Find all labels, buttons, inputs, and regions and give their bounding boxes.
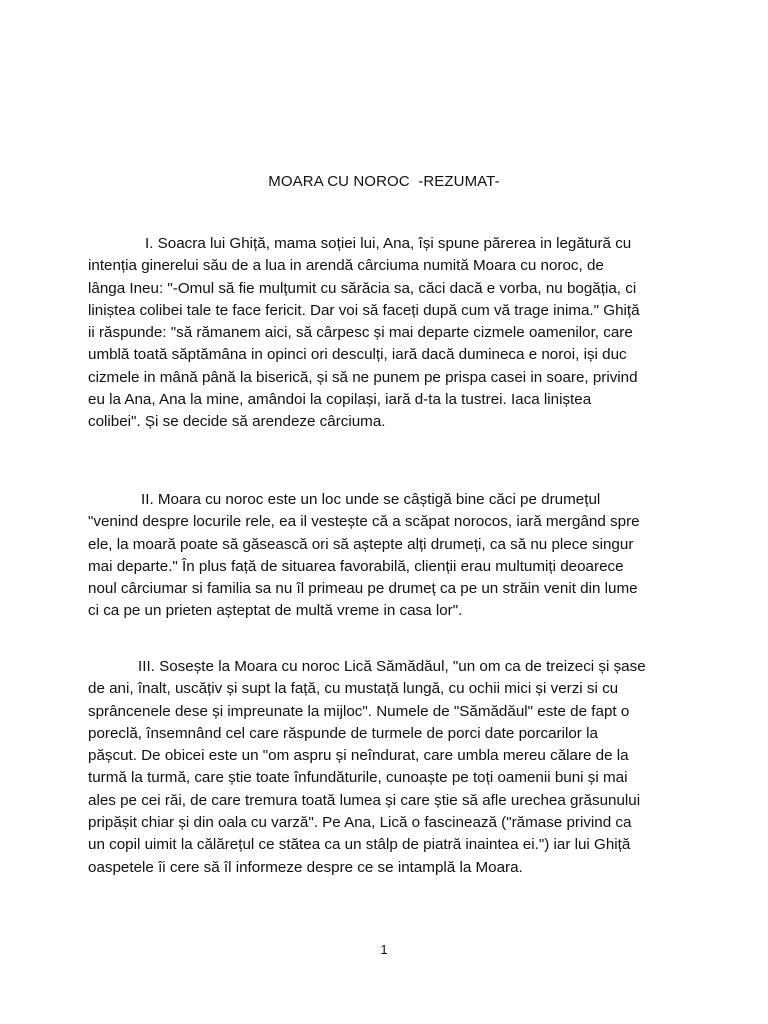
paragraph-line: mai departe." În plus față de situarea favorabilă, clienții erau multumiți deoarece (88, 557, 624, 575)
paragraph-line: lânga Ineu: "-Omul să fie mulțumit cu sărăcia sa, căci dacă e vorba, nu bogăția, ci (88, 279, 637, 297)
paragraph-line: colibei". Și se decide să arendeze cârciuma. (88, 413, 386, 431)
paragraph-2 (88, 489, 688, 623)
document-title-text: MOARA CU NOROC -REZUMAT- (268, 173, 500, 190)
paragraph-line: liniștea colibei tale te face fericit. Dar voi să faceți după cum vă trage inima." Ghiță (88, 301, 640, 319)
paragraph-1 (88, 233, 688, 434)
paragraph-line: ii răspunde: "să rămanem aici, să cârpesc și mai departe cizmele oamenilor, care (88, 324, 633, 342)
paragraph-line: II. Moara cu noroc este un loc unde se câștigă bine căci pe drumețul (141, 491, 601, 508)
paragraph-line: pripășit chiar și din oala cu varză". Pe Ana, Lică o fascinează ("rămase privind ca (88, 814, 632, 832)
paragraph-line: umblă toată săptămâna in opinci ori desculți, iară dacă dumineca e noroi, iși duc (88, 346, 627, 364)
paragraph-3 (88, 656, 688, 879)
paragraph-line: poreclă, însemnând cel care răspunde de turmele de porci date porcarilor la (88, 724, 598, 742)
paragraph-line: eu la Ana, Ana la mine, amândoi la copilași, iară d-ta la tustrei. Iaca liniștea (88, 391, 592, 409)
paragraph-line: noul cârciumar si familia sa nu îl primeau pe drumeț ca pe un străin venit din lume (88, 580, 638, 598)
page-number: 1 (380, 942, 388, 957)
paragraph-line: III. Sosește la Moara cu noroc Lică Sămădăul, "un om ca de treizeci și șase (138, 658, 646, 675)
paragraph-line: un copil uimit la călărețul ce stătea ca un stâlp de piatră inaintea ei.") iar lui Ghiță (88, 836, 631, 854)
paragraph-line: pășcut. De obicei este un "om aspru și neîndurat, care umbla mereu călare de la (88, 747, 629, 765)
paragraph-line: ci ca pe un prieten așteptat de multă vreme in casa lor". (88, 602, 463, 620)
paragraph-line: turmă la turmă, care știe toate înfundăturile, cunoaște pe toți oamenii buni și mai (88, 769, 628, 787)
paragraph-line: oaspetele îi cere să îl informeze despre ce se intamplă la Moara. (88, 858, 523, 876)
paragraph-line: ales pe cei răi, de care tremura toată lumea și care știe să afle urechea grăsunului (88, 791, 641, 809)
paragraph-line: I. Soacra lui Ghiță, mama soției lui, Ana, își spune părerea in legătură cu (145, 235, 632, 252)
paragraph-line: de ani, înalt, uscățiv și supt la față, cu mustață lungă, cu ochii mici și verzi si cu (88, 680, 619, 698)
document-title (0, 173, 768, 190)
paragraph-line: sprâncenele dese și impreunate la mijloc". Numele de "Sămădăul" este de fapt o (88, 702, 630, 720)
paragraph-line: intenția ginerelui său de a lua in arendă cârciuma numită Moara cu noroc, de (88, 257, 604, 275)
paragraph-line: "venind despre locurile rele, ea il vestește că a scăpat norocos, iară mergând spre (88, 513, 640, 531)
paragraph-line: cizmele in mână până la biserică, și să ne punem pe prispa casei in soare, privind (88, 368, 638, 386)
paragraph-line: ele, la moară poate să găsească ori să aștepte alți drumeți, ca să nu plece singur (88, 535, 634, 553)
